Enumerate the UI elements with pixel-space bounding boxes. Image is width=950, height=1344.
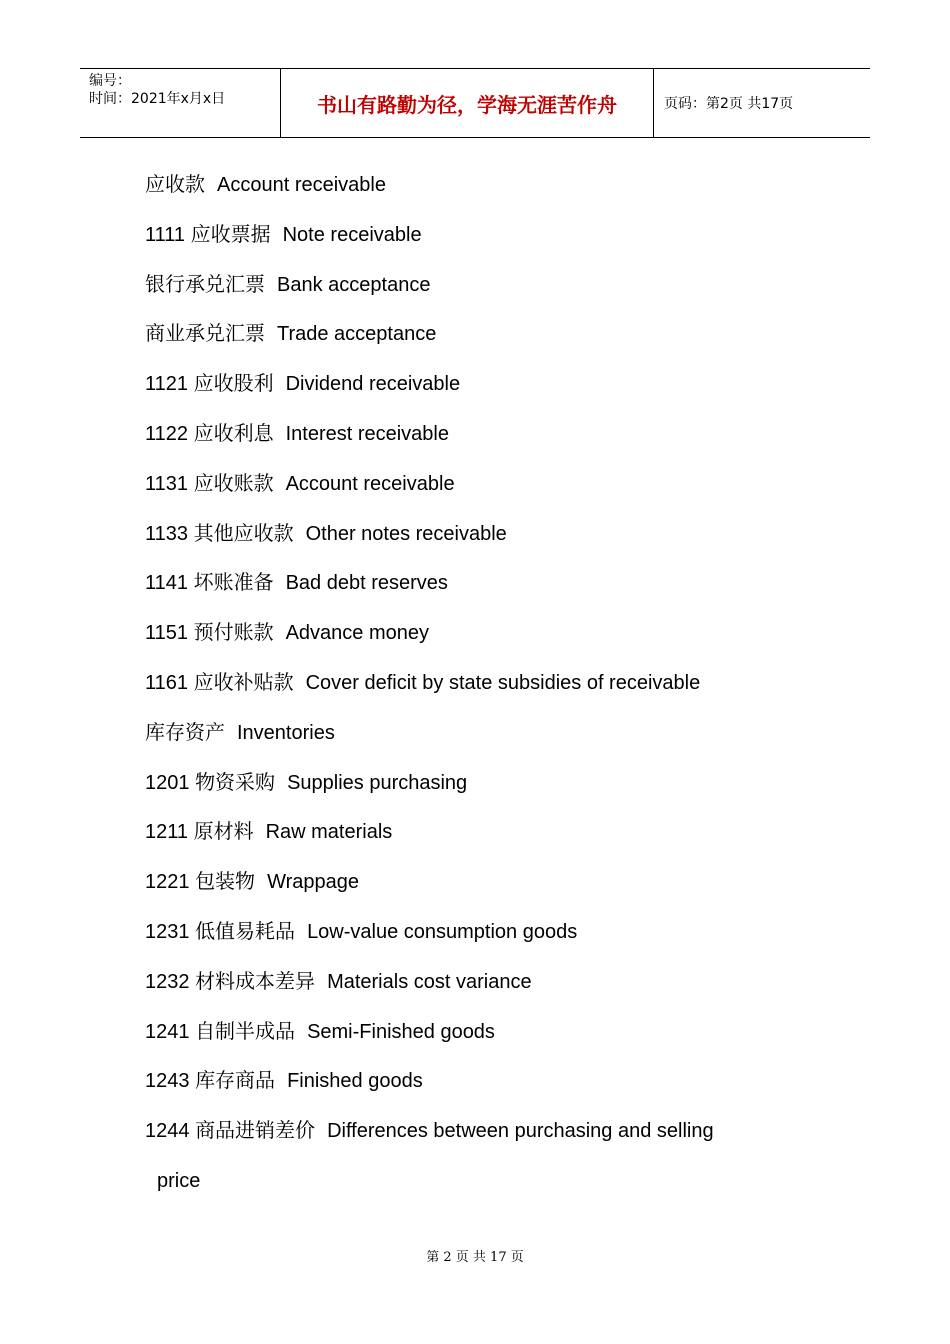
account-name-cn: 商业承兑汇票 [145,321,265,346]
account-name-en: Differences between purchasing and selling [327,1120,714,1143]
account-entry-list [145,160,845,1206]
account-code: 1211 [145,821,194,844]
account-entry [145,1056,845,1106]
account-code: 1201 [145,771,196,794]
account-code: 1122 [145,422,194,445]
account-code: 1131 [145,472,194,495]
account-entry [145,907,845,957]
header-motto-cell [281,69,654,137]
account-name-en: Bank acceptance [277,273,431,296]
account-name-en: Supplies purchasing [287,771,468,794]
account-name-cn: 库存资产 [145,719,225,744]
account-name-cn: 自制半成品 [195,1018,296,1043]
account-code: 1241 [145,1020,196,1043]
account-name-en: Bad debt reserves [285,572,448,595]
account-name-cn: 原材料 [193,819,254,844]
header-motto: 书山有路勤为径，学海无涯苦作舟 [317,92,617,117]
document-time-label: 时间：2021年x月x日 [89,91,226,107]
header-page-info: 页码：第2页 共17页 [664,96,794,112]
account-entry [145,210,845,260]
account-name-cn: 包装物 [195,869,256,894]
account-code: 1151 [145,622,194,645]
account-code: 1231 [145,920,196,943]
account-name-en: Inventories [237,721,335,744]
account-entry [145,160,845,210]
account-name-cn: 预付账款 [193,620,274,645]
account-entry [145,957,845,1007]
header-meta-cell [80,69,281,137]
account-name-cn: 库存商品 [195,1068,276,1093]
account-entry-continuation [145,1156,845,1206]
account-name-en: Semi-Finished goods [307,1020,495,1043]
account-entry [145,857,845,907]
account-code: 1161 [145,671,194,694]
account-entry [145,409,845,459]
account-code: 1244 [145,1120,196,1143]
account-name-cn: 应收票据 [190,221,271,246]
account-name-en: Materials cost variance [327,970,532,993]
account-code: 1221 [145,871,196,894]
document-number-label: 编号： [89,73,131,89]
account-name-en: price [157,1169,201,1192]
account-entry [145,459,845,509]
account-name-en: Trade acceptance [277,323,437,346]
account-name-cn: 应收补贴款 [193,669,294,694]
account-entry [145,260,845,310]
account-name-cn: 其他应收款 [193,520,294,545]
account-name-en: Other notes receivable [305,522,507,545]
page-footer: 第 2 页 共 17 页 [426,1250,524,1265]
account-name-cn: 物资采购 [195,769,276,794]
account-entry [145,309,845,359]
account-name-cn: 应收款 [145,172,205,196]
account-name-cn: 坏账准备 [193,570,274,595]
account-name-cn: 应收股利 [193,371,274,396]
account-name-en: Raw materials [265,821,393,844]
account-entry [145,1007,845,1057]
account-entry [145,509,845,559]
account-entry [145,758,845,808]
account-code: 1141 [145,572,194,595]
account-entry [145,708,845,758]
account-name-en: Account receivable [217,174,386,196]
account-name-cn: 银行承兑汇票 [145,271,265,296]
account-entry [145,608,845,658]
account-entry [145,359,845,409]
account-name-en: Interest receivable [285,422,449,445]
account-name-en: Note receivable [282,223,422,246]
account-entry [145,1106,845,1156]
account-code: 1243 [145,1070,196,1093]
account-entry [145,558,845,608]
account-name-cn: 应收利息 [193,420,274,445]
account-entry [145,658,845,708]
account-code: 1133 [145,522,194,545]
account-name-cn: 材料成本差异 [195,968,316,993]
account-name-en: Finished goods [287,1070,423,1093]
page-header [80,68,870,138]
account-name-en: Wrappage [267,871,359,894]
account-code: 1232 [145,970,196,993]
account-code: 1111 [145,223,191,246]
account-name-en: Advance money [285,622,429,645]
account-name-cn: 低值易耗品 [195,918,296,943]
account-name-cn: 商品进销差价 [195,1118,316,1143]
account-name-cn: 应收账款 [193,470,274,495]
account-name-en: Dividend receivable [285,373,461,396]
header-page-cell [654,69,870,137]
account-name-en: Low-value consumption goods [307,920,578,943]
account-name-en: Cover deficit by state subsidies of receivable [305,671,701,694]
account-code: 1121 [145,373,194,396]
account-entry [145,807,845,857]
account-name-en: Account receivable [285,472,455,495]
